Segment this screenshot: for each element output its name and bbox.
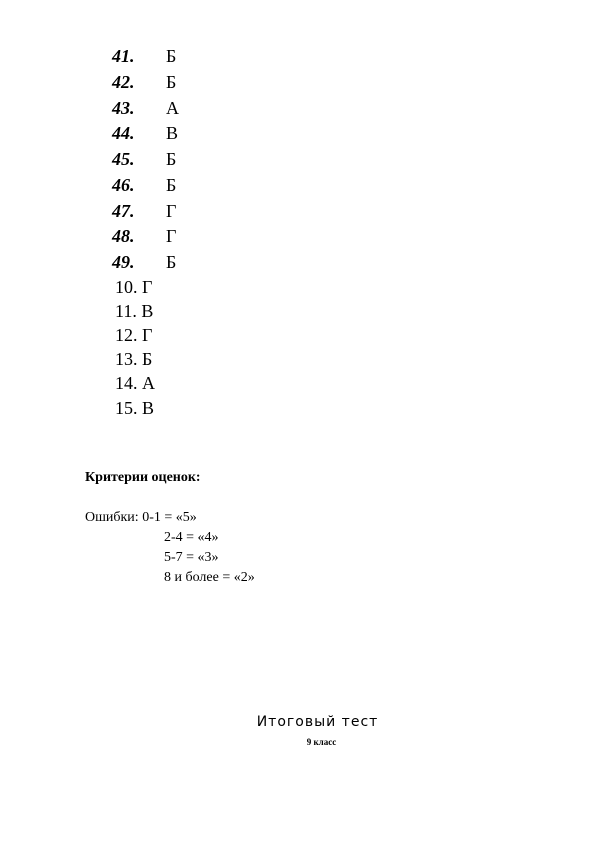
answer-plain: 14. А <box>115 373 155 393</box>
footer-subtitle-text: 9 класс <box>306 737 337 747</box>
answer-plain: 15. В <box>115 398 155 418</box>
answer-number: 44. <box>112 123 135 143</box>
criteria-title: Критерии оценок: <box>85 470 201 485</box>
answer-plain: 10. Г <box>115 277 153 297</box>
criteria-line: 8 и более = «2» <box>164 570 255 585</box>
answer-letter: Б <box>166 46 177 66</box>
answer-row <box>0 44 595 68</box>
answer-plain: 12. Г <box>115 325 153 345</box>
answer-number: 43. <box>112 98 135 118</box>
answer-plain: 11. В <box>115 301 154 321</box>
answer-number: 48. <box>112 226 135 246</box>
answer-number: 45. <box>112 149 135 169</box>
answer-letter: Б <box>166 72 177 92</box>
criteria-line: 2-4 = «4» <box>164 530 219 545</box>
answer-number: 46. <box>112 175 135 195</box>
criteria-line: Ошибки: 0-1 = «5» <box>85 510 197 525</box>
answer-number: 47. <box>112 201 135 221</box>
answer-row <box>0 147 595 171</box>
answer-row <box>0 70 595 94</box>
answer-number: 49. <box>112 252 135 272</box>
answer-letter: Б <box>166 149 177 169</box>
footer-title-text: Итоговый тест <box>256 714 379 730</box>
answer-row <box>0 250 595 274</box>
footer-subtitle <box>0 737 595 747</box>
answer-letter: Г <box>166 226 177 246</box>
answer-row <box>0 121 595 145</box>
answer-letter: Б <box>166 175 177 195</box>
answer-letter: Б <box>166 252 177 272</box>
answer-row <box>0 199 595 223</box>
answer-row <box>0 96 595 120</box>
answer-letter: В <box>166 123 179 143</box>
answer-letter: А <box>166 98 179 118</box>
criteria-line: 5-7 = «3» <box>164 550 219 565</box>
footer-title <box>0 714 595 730</box>
answer-number: 42. <box>112 72 135 92</box>
answer-row <box>0 224 595 248</box>
answer-number: 41. <box>112 46 135 66</box>
answer-plain: 13. Б <box>115 349 153 369</box>
answer-letter: Г <box>166 201 177 221</box>
answer-row <box>0 173 595 197</box>
